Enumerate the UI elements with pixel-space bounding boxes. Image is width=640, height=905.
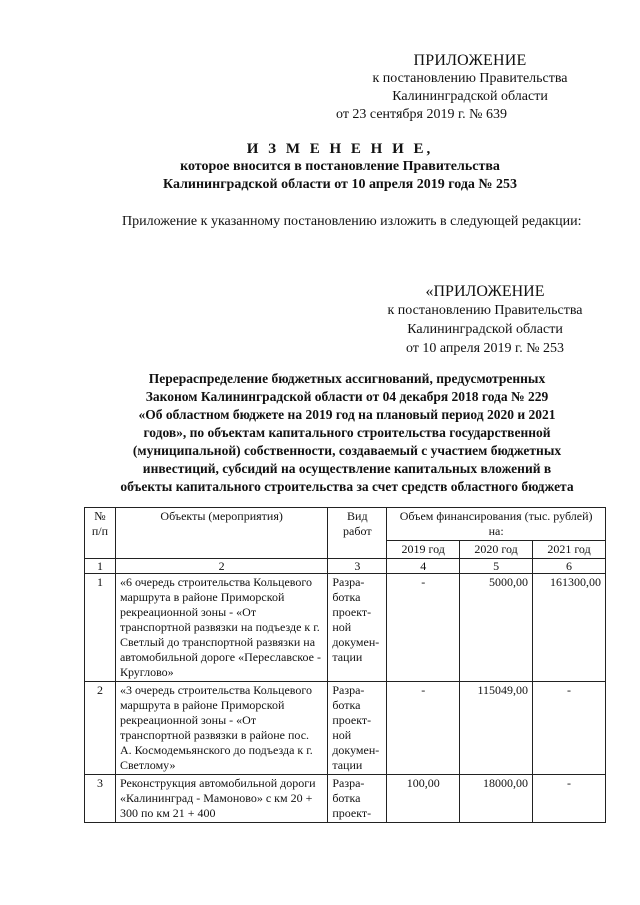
appendix-header bbox=[330, 52, 610, 124]
row-2019: - bbox=[387, 682, 460, 775]
appendix-dateline: от 23 сентября 2019 г. № 639 bbox=[336, 107, 507, 122]
row-2019: 100,00 bbox=[387, 775, 460, 823]
appendix-title: ПРИЛОЖЕНИЕ bbox=[413, 52, 527, 69]
main-heading-line: Перераспределение бюджетных ассигнований, предусмотренных bbox=[148, 371, 546, 386]
table-row bbox=[85, 775, 606, 823]
change-line-1: которое вносится в постановление Правительства bbox=[180, 159, 500, 174]
main-heading-line: инвестиций, субсидий на осуществление капитальных вложений в bbox=[142, 461, 552, 476]
main-heading-line: объекты капитального строительства за счет средств областного бюджета bbox=[120, 479, 574, 494]
change-heading bbox=[90, 140, 590, 194]
body-text: Приложение к указанному постановлению изложить в следующей редакции: bbox=[122, 214, 582, 229]
row-2020: 5000,00 bbox=[460, 574, 533, 682]
header-2020: 2020 год bbox=[460, 541, 533, 559]
header-2021: 2021 год bbox=[533, 541, 606, 559]
table-row bbox=[85, 574, 606, 682]
table-row bbox=[85, 682, 606, 775]
quoted-appendix-line-2: Калининградской области bbox=[407, 322, 563, 337]
index-row bbox=[85, 559, 606, 574]
row-num: 2 bbox=[85, 682, 116, 775]
row-2021: - bbox=[533, 682, 606, 775]
index-cell: 5 bbox=[460, 559, 533, 574]
row-2020: 115049,00 bbox=[460, 682, 533, 775]
row-work: Разра-ботка проект-ной докумен-тации bbox=[328, 682, 387, 775]
row-object: Реконструкция автомобильной дороги «Калининград - Мамоново» с км 20 + 300 по км 21 + 400 bbox=[115, 775, 327, 823]
financing-table bbox=[84, 507, 606, 823]
change-line-2: Калининградской области от 10 апреля 2019 года № 253 bbox=[162, 177, 518, 192]
change-title: И З М Е Н Е Н И Е, bbox=[246, 141, 434, 157]
main-heading-line: (муниципальной) собственности, создаваемый с участием бюджетных bbox=[132, 443, 562, 458]
header-funding: Объем финансирования (тыс. рублей) на: bbox=[387, 508, 606, 541]
row-work: Разра-ботка проект-ной докумен-тации bbox=[328, 574, 387, 682]
row-2021: 161300,00 bbox=[533, 574, 606, 682]
header-2019: 2019 год bbox=[387, 541, 460, 559]
row-work: Разра-ботка проект- bbox=[328, 775, 387, 823]
appendix-line-1: к постановлению Правительства bbox=[372, 71, 568, 86]
index-cell: 6 bbox=[533, 559, 606, 574]
quoted-appendix bbox=[360, 282, 610, 358]
index-cell: 4 bbox=[387, 559, 460, 574]
main-heading-line: годов», по объектам капитального строительства государственной bbox=[143, 425, 551, 440]
row-num: 3 bbox=[85, 775, 116, 823]
quoted-appendix-line-1: к постановлению Правительства bbox=[387, 303, 583, 318]
appendix-line-2: Калининградской области bbox=[392, 89, 548, 104]
header-work: Вид работ bbox=[328, 508, 387, 559]
main-heading-line: «Об областном бюджете на 2019 год на плановый период 2020 и 2021 bbox=[138, 407, 556, 422]
quoted-appendix-line-3: от 10 апреля 2019 г. № 253 bbox=[405, 341, 565, 356]
index-cell: 1 bbox=[85, 559, 116, 574]
row-object: «3 очередь строительства Кольцевого маршрута в районе Приморской рекреационной зоны - «От транспортной развязки в районе пос. А. Космодемьянского до подъезда к г. Светлому» bbox=[115, 682, 327, 775]
main-heading bbox=[82, 370, 612, 496]
row-2019: - bbox=[387, 574, 460, 682]
row-2020: 18000,00 bbox=[460, 775, 533, 823]
table-header-row bbox=[85, 508, 606, 541]
header-num: № п/п bbox=[85, 508, 116, 559]
index-cell: 2 bbox=[115, 559, 327, 574]
row-2021: - bbox=[533, 775, 606, 823]
row-num: 1 bbox=[85, 574, 116, 682]
main-heading-line: Законом Калининградской области от 04 декабря 2018 года № 229 bbox=[145, 389, 549, 404]
header-objects: Объекты (мероприятия) bbox=[115, 508, 327, 559]
row-object: «6 очередь строительства Кольцевого маршрута в районе Приморской рекреационной зоны - «От транспортной развязки на подъезде к г. Светлый до транспортной развязки на автомобильной дороге «Переславское - Круглово» bbox=[115, 574, 327, 682]
index-cell: 3 bbox=[328, 559, 387, 574]
quoted-appendix-title: «ПРИЛОЖЕНИЕ bbox=[425, 283, 545, 300]
